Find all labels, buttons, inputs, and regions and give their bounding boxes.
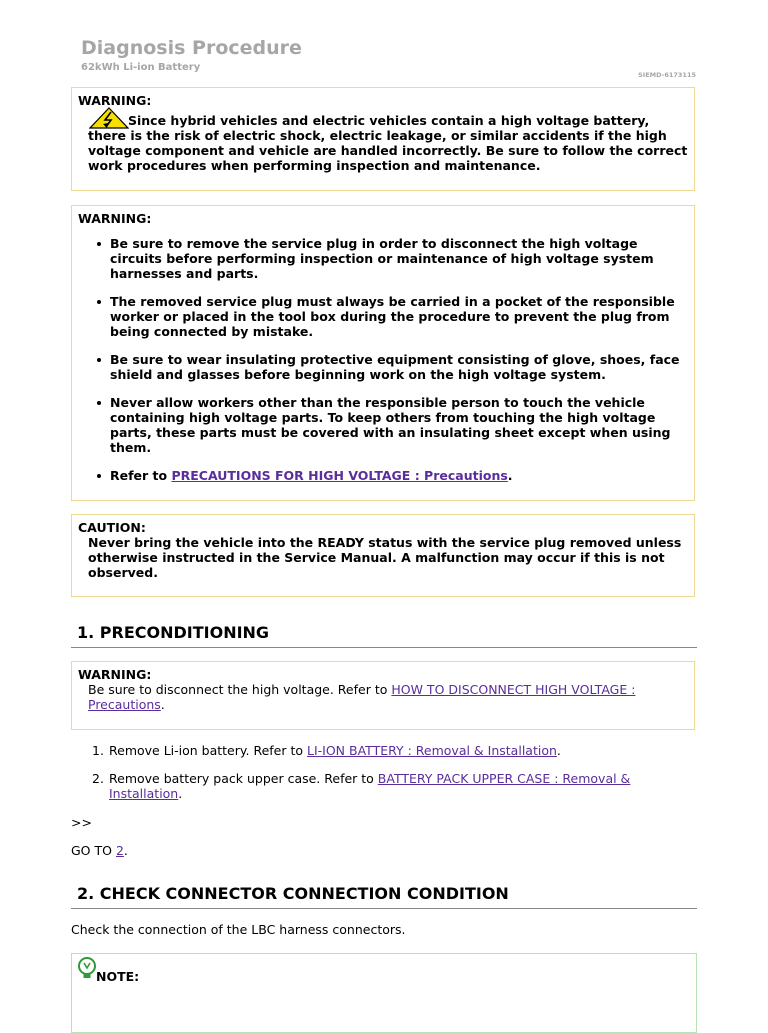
step-number: 1. — [92, 743, 104, 758]
step-suffix: . — [556, 743, 561, 758]
refer-prefix: Refer to — [110, 468, 172, 483]
li-ion-battery-removal-link[interactable]: LI-ION BATTERY : Removal & Installation — [307, 743, 557, 758]
precautions-high-voltage-link[interactable]: PRECAUTIONS FOR HIGH VOLTAGE : Precautions — [171, 468, 508, 483]
lightbulb-icon — [77, 957, 97, 981]
section-text: Check the connection of the LBC harness connectors. — [71, 922, 406, 937]
list-item: Be sure to wear insulating protective equipment consisting of glove, shoes, face shield and glasses before beginning work on the high voltage system. — [110, 352, 690, 382]
section-heading-check-connector: 2. CHECK CONNECTOR CONNECTION CONDITION — [71, 884, 697, 909]
goto-prefix: GO TO — [71, 843, 116, 858]
warning-label: WARNING: — [78, 93, 152, 108]
procedure-steps — [92, 743, 672, 814]
caution-text: Never bring the vehicle into the READY status with the service plug removed unless otherwise instructed in the Service Manual. A malfunction may occur if this is not observed. — [88, 535, 682, 580]
warning-list — [110, 236, 690, 496]
list-item — [92, 771, 672, 801]
step-suffix: . — [178, 786, 183, 801]
step-number: 2. — [92, 771, 104, 786]
caution-box — [71, 514, 695, 597]
warning-label: WARNING: — [78, 211, 152, 226]
warning-text — [88, 682, 668, 712]
warning-text: Since hybrid vehicles and electric vehicles contain a high voltage battery, there is the risk of electric shock, electric leakage, or similar accidents if the high voltage component and vehicle are handled incorrectly. Be sure to follow the correct work procedures when performing inspection and maintenance. — [88, 113, 688, 173]
warning-prefix: Be sure to disconnect the high voltage. Refer to — [88, 682, 392, 697]
caution-label: CAUTION: — [78, 520, 146, 535]
warning-box-high-voltage — [71, 87, 695, 191]
goto-text — [71, 843, 128, 858]
warning-label: WARNING: — [78, 667, 152, 682]
note-label: NOTE: — [96, 969, 140, 984]
step-text: Remove battery pack upper case. Refer to — [109, 771, 378, 786]
result-arrow: >> — [71, 815, 92, 830]
list-item — [110, 468, 690, 483]
warning-box-service-plug — [71, 205, 695, 501]
list-item: Never allow workers other than the responsible person to touch the vehicle containing high voltage parts. To keep others from touching the high voltage parts, these parts must be covered with an insulating sheet except when using them. — [110, 395, 690, 455]
warning-suffix: . — [160, 697, 165, 712]
list-item — [92, 743, 672, 758]
page-title: Diagnosis Procedure — [81, 37, 302, 59]
list-item: The removed service plug must always be carried in a pocket of the responsible worker or placed in the tool box during the procedure to prevent the plug from being connected by mistake. — [110, 294, 690, 339]
step-text: Remove Li-ion battery. Refer to — [109, 743, 307, 758]
battery-pack-upper-case-link[interactable]: BATTERY PACK UPPER CASE : Removal & Installation — [109, 771, 631, 801]
goto-suffix: . — [123, 843, 128, 858]
goto-step-2-link[interactable]: 2 — [115, 843, 124, 858]
refer-suffix: . — [507, 468, 513, 483]
list-item: Be sure to remove the service plug in order to disconnect the high voltage circuits before performing inspection or maintenance of high voltage system harnesses and parts. — [110, 236, 690, 281]
page-subtitle: 62kWh Li-ion Battery — [81, 62, 201, 73]
disconnect-high-voltage-link[interactable]: HOW TO DISCONNECT HIGH VOLTAGE : Precautions — [88, 682, 636, 712]
section-heading-preconditioning: 1. PRECONDITIONING — [71, 623, 697, 648]
note-box — [71, 953, 697, 1033]
warning-box-disconnect — [71, 661, 695, 730]
document-id: SIEMD-6173115 — [638, 71, 696, 79]
